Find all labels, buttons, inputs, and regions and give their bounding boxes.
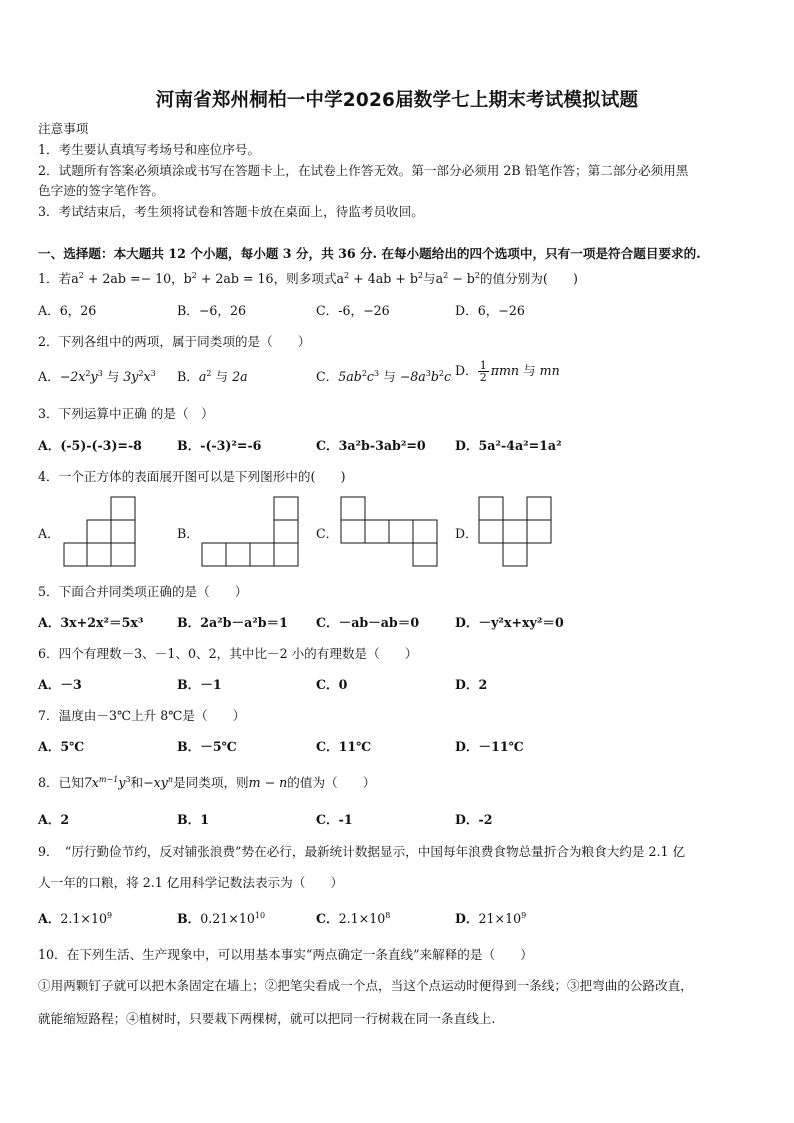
q3-option-a: A．(-5)-(-3)=-8 [38, 438, 142, 453]
notice-heading: 注意事项 [38, 121, 89, 136]
q2-option-c: C．$5ab^2c^3$ 与 $-8a^3b^2c$ [316, 369, 452, 384]
section-heading: 一、选择题：本大题共 12 个小题，每小题 3 分，共 36 分. 在每小题给出的四个选项中，只有一项是符合题目要求的. [38, 246, 701, 261]
q9-option-c: C．$2.1\times 10^8$ [316, 911, 391, 926]
cube-net-a [63, 496, 137, 570]
q7-option-d: D．－11℃ [455, 739, 524, 754]
q5-option-b: B．2a²b－a²b＝1 [177, 615, 288, 630]
question-2-stem: 2．下列各组中的两项，属于同类项的是（ ） [38, 334, 311, 349]
q5-option-c: C．－ab－ab＝0 [316, 615, 420, 630]
q6-option-b: B．－1 [177, 677, 222, 692]
question-10-stem: 10．在下列生活、生产现象中，可以用基本事实“两点确定一条直线”来解释的是（ ） [38, 947, 533, 962]
q3-option-b: B．-(-3)²=-6 [177, 438, 262, 453]
question-6-stem: 6．四个有理数－3、－1、0、2，其中比－2 小的有理数是（ ） [38, 646, 418, 661]
q4-label-a: A． [38, 526, 60, 541]
q3-option-d: D．5a²-4a²=1a² [455, 438, 562, 453]
q2-option-b: B．$a^2$ 与 2a [177, 369, 248, 384]
notice-item-2: 2．试题所有答案必须填涂或书写在答题卡上，在试卷上作答无效。第一部分必须用 2B 铅笔作答；第二部分必须用黑 [38, 163, 689, 178]
q9-option-a: A．$2.1\times 10^9$ [38, 911, 113, 926]
page-title: 河南省郑州桐柏一中学2026届数学七上期末考试模拟试题 [155, 90, 639, 111]
q7-option-a: A．5℃ [38, 739, 85, 754]
q1-option-d: D．6，−26 [455, 303, 525, 318]
cube-net-b [201, 496, 299, 570]
cube-net-d [478, 496, 552, 570]
q5-option-a: A．3x+2x²＝5x³ [38, 615, 144, 630]
q1-option-a: A．6，26 [38, 303, 97, 318]
q3-option-c: C．3a²b-3ab²=0 [316, 438, 426, 453]
q6-option-c: C．0 [316, 677, 348, 692]
question-3-stem: 3．下列运算中正确 的是（ ） [38, 406, 214, 421]
question-5-stem: 5．下面合并同类项正确的是（ ） [38, 584, 248, 599]
question-10-line-1: ①用两颗钉子就可以把木条固定在墙上；②把笔尖看成一个点，当这个点运动时便得到一条线；③把弯曲的公路改直， [38, 978, 693, 993]
q1-option-b: B．−6，26 [177, 303, 247, 318]
q4-label-d: D． [455, 526, 478, 541]
notice-item-3: 3．考试结束后，考生须将试卷和答题卡放在桌面上，待监考员收回。 [38, 204, 424, 219]
q8-option-d: D．-2 [455, 812, 493, 827]
q8-option-c: C．-1 [316, 812, 353, 827]
q5-option-d: D．－y²x+xy²＝0 [455, 615, 564, 630]
question-9-line-1: 9． “厉行勤俭节约，反对铺张浪费”势在必行，最新统计数据显示，中国每年浪费食物总量折合为粮食大约是 2.1 亿 [38, 844, 686, 859]
q4-label-b: B． [177, 526, 199, 541]
q9-option-b: B．$0.21\times 10^{10}$ [177, 911, 266, 926]
question-8-stem: 8．已知$7x^{m-1}y^3$和$-xy^n$是同类项，则m − n的值为（ ） [38, 775, 376, 790]
q8-option-b: B．1 [177, 812, 210, 827]
q9-option-d: D．$21\times 10^9$ [455, 911, 527, 926]
cube-net-c [340, 496, 438, 570]
q6-option-d: D．2 [455, 677, 488, 692]
question-1-stem: 1．若$a^2 + 2ab =- 10$，$b^2 + 2ab = 16$，则多项式$a^2 + 4ab + b^2$与$a^2 - b^2$的值分别为( ) [38, 271, 578, 286]
question-4-stem: 4．一个正方体的表面展开图可以是下列图形中的( ) [38, 469, 346, 484]
question-9-line-2: 人一年的口粮，将 2.1 亿用科学记数法表示为（ ） [38, 875, 344, 890]
q8-option-a: A．2 [38, 812, 70, 827]
fraction: $\frac{1}{2}$ [479, 359, 487, 384]
q2-option-d: D． $\frac{1}{2}$ πmn 与 mn [455, 359, 560, 384]
notice-item-2-cont: 色字迹的签字笔作答。 [38, 183, 164, 198]
question-7-stem: 7．温度由－3℃上升 8℃是（ ） [38, 708, 246, 723]
notice-item-1: 1．考生要认真填写考场号和座位序号。 [38, 142, 261, 157]
q6-option-a: A．－3 [38, 677, 82, 692]
q4-label-c: C． [316, 526, 339, 541]
q1-option-c: C．-6，−26 [316, 303, 390, 318]
q7-option-b: B．－5℃ [177, 739, 237, 754]
q7-option-c: C．11℃ [316, 739, 372, 754]
question-10-line-2: 就能缩短路程；④植树时，只要栽下两棵树，就可以把同一行树栽在同一条直线上. [38, 1011, 496, 1026]
q2-option-a: A．$-2x^2y^3$ 与 $3y^2x^3$ [38, 369, 156, 384]
